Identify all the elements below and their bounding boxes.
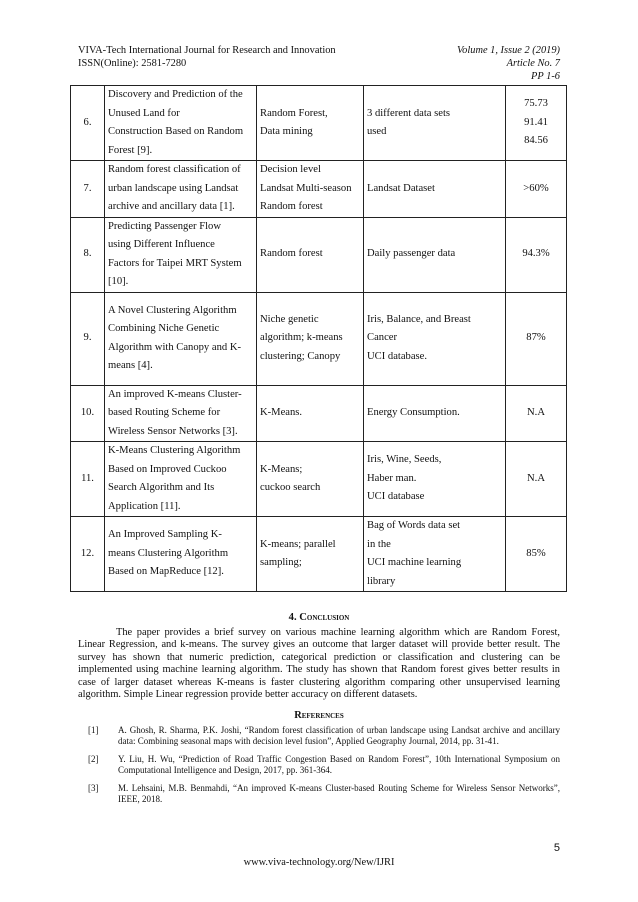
page-number: 5: [553, 842, 560, 854]
cell-line: Random forest: [260, 201, 323, 212]
reference-item: [78, 754, 560, 776]
paper-title-cell: [105, 442, 257, 517]
method-cell: [257, 217, 364, 292]
cell-line: Combining Niche Genetic: [108, 323, 220, 334]
cell-line: N.A: [527, 472, 545, 484]
cell-line: means Clustering Algorithm: [108, 547, 229, 559]
cell-line: Based on MapReduce [12].: [108, 566, 224, 578]
method-cell: [257, 86, 364, 161]
row-number: 7.: [71, 161, 105, 218]
cell-line: 91.41: [524, 116, 548, 128]
cell-line: Iris, Balance, and Breast: [367, 313, 471, 325]
cell-line: Daily passenger data: [367, 248, 456, 260]
row-number: 12.: [71, 517, 105, 592]
cell-line: 87%: [526, 332, 546, 344]
method-cell: [257, 442, 364, 517]
cell-line: 84.56: [524, 135, 548, 147]
method-cell: [257, 292, 364, 385]
table-row: [71, 292, 567, 385]
cell-line: Algorithm with Canopy and K-: [108, 341, 241, 353]
dataset-cell: [364, 86, 506, 161]
references-heading: References: [294, 710, 344, 721]
cell-line: Random forest: [260, 248, 323, 260]
row-number: 8.: [71, 217, 105, 292]
cell-line: UCI machine learning: [367, 557, 462, 568]
cell-line: Based on Improved Cuckoo: [108, 463, 227, 475]
result-cell: [506, 217, 567, 292]
cell-line: 94.3%: [522, 248, 550, 260]
cell-line: K-means; parallel: [260, 538, 336, 550]
cell-line: [10].: [108, 276, 129, 287]
cell-line: UCI database: [367, 491, 425, 503]
cell-line: Decision level: [260, 164, 321, 175]
cell-line: clustering; Canopy: [260, 350, 341, 362]
cell-line: K-Means.: [260, 407, 303, 418]
cell-line: urban landscape using Landsat: [108, 182, 239, 194]
section-heading: [0, 612, 638, 623]
reference-number: [1]: [88, 725, 99, 735]
cell-line: Random forest classification of: [108, 164, 241, 175]
cell-line: N.A: [527, 407, 545, 418]
row-number: 6.: [71, 86, 105, 161]
cell-line: Landsat Multi-season: [260, 182, 352, 194]
row-number: 10.: [71, 385, 105, 442]
cell-line: Data mining: [260, 126, 313, 137]
issn: ISSN(Online): 2581-7280: [78, 58, 187, 69]
article-number: Article No. 7: [506, 58, 560, 69]
cell-line: means [4].: [108, 360, 153, 371]
table-row: [71, 161, 567, 218]
cell-line: >60%: [523, 182, 549, 194]
cell-line: Haber man.: [367, 472, 417, 484]
cell-line: in the: [367, 538, 391, 550]
cell-line: library: [367, 575, 396, 587]
cell-line: Factors for Taipei MRT System: [108, 257, 242, 269]
cell-line: Cancer: [367, 332, 397, 344]
reference-number: [2]: [88, 754, 99, 764]
reference-item: [78, 725, 560, 747]
cell-line: UCI database.: [367, 350, 428, 362]
cell-line: 3 different data sets: [367, 107, 451, 119]
cell-line: Discovery and Prediction of the: [108, 89, 243, 100]
cell-line: An Improved Sampling K-: [108, 529, 222, 541]
cell-line: Random Forest,: [260, 107, 328, 119]
result-cell: [506, 86, 567, 161]
reference-text: Y. Liu, H. Wu, “Prediction of Road Traffic Congestion Based on Random Forest”, 10th International Symposium on Computational Intelligence and Design, 2017, pp. 361-364.: [118, 754, 560, 775]
paper-title-cell: [105, 217, 257, 292]
table-row: [71, 442, 567, 517]
reference-number: [3]: [88, 783, 99, 793]
survey-table: [70, 85, 567, 592]
cell-line: Iris, Wine, Seeds,: [367, 454, 442, 466]
cell-line: Application [11].: [108, 500, 181, 512]
paper-title-cell: [105, 385, 257, 442]
cell-line: used: [367, 126, 387, 137]
cell-line: Construction Based on Random: [108, 126, 244, 137]
table-row: [71, 385, 567, 442]
cell-line: Predicting Passenger Flow: [108, 220, 221, 232]
dataset-cell: [364, 385, 506, 442]
cell-line: 85%: [526, 547, 546, 559]
result-cell: [506, 442, 567, 517]
result-cell: [506, 292, 567, 385]
reference-text: A. Ghosh, R. Sharma, P.K. Joshi, “Random forest classification of urban landscape using Landsat archive and ancillary data: Combining seasonal maps with decision level fusion”, Applied Geography Journal, 2014, pp. 31-41.: [118, 725, 560, 746]
cell-line: sampling;: [260, 557, 302, 568]
result-cell: [506, 385, 567, 442]
cell-line: Landsat Dataset: [367, 182, 435, 194]
dataset-cell: [364, 517, 506, 592]
cell-line: Forest [9].: [108, 144, 153, 156]
result-cell: [506, 161, 567, 218]
dataset-cell: [364, 161, 506, 218]
page-range: PP 1-6: [531, 71, 560, 82]
table-row: [71, 217, 567, 292]
section-number: 4.: [288, 612, 297, 623]
conclusion-paragraph: The paper provides a brief survey on various machine learning algorithm which are Random Forest, Linear Regression, and k-means. The survey gives an outcome that larger dataset will provide better result. The survey has shown that numeric prediction, categorical prediction or classification and clustering can be implemented using machine learning algorithm. The study has shown that Random forest gives better results in case of larger dataset whereas K-means is faster clustering algorithm comparing other unsupervised learning algorithm. Simple Linear regression provide better accuracy on different datasets.: [78, 627, 560, 701]
result-cell: [506, 517, 567, 592]
cell-line: cuckoo search: [260, 482, 321, 493]
cell-line: Unused Land for: [108, 107, 180, 119]
journal-header-left: [78, 44, 336, 70]
table-row: [71, 517, 567, 592]
row-number: 9.: [71, 292, 105, 385]
dataset-cell: [364, 292, 506, 385]
cell-line: 75.73: [524, 98, 548, 110]
cell-line: archive and ancillary data [1].: [108, 201, 235, 212]
cell-line: Energy Consumption.: [367, 407, 460, 418]
dataset-cell: [364, 442, 506, 517]
cell-line: based Routing Scheme for: [108, 407, 221, 418]
cell-line: Niche genetic: [260, 313, 319, 325]
table-row: [71, 86, 567, 161]
reference-item: [78, 783, 560, 805]
cell-line: algorithm; k-means: [260, 332, 343, 344]
row-number: 11.: [71, 442, 105, 517]
journal-header-right: [457, 44, 560, 83]
cell-line: K-Means;: [260, 463, 303, 475]
section-title: Conclusion: [299, 612, 350, 623]
volume-issue: Volume 1, Issue 2 (2019): [456, 45, 560, 56]
paper-title-cell: [105, 161, 257, 218]
cell-line: K-Means Clustering Algorithm: [108, 445, 241, 456]
dataset-cell: [364, 217, 506, 292]
method-cell: [257, 161, 364, 218]
paper-title-cell: [105, 86, 257, 161]
cell-line: Wireless Sensor Networks [3].: [108, 425, 238, 437]
cell-line: using Different Influence: [108, 239, 215, 250]
cell-line: An improved K-means Cluster-: [108, 388, 242, 400]
cell-line: A Novel Clustering Algorithm: [108, 304, 237, 316]
cell-line: Search Algorithm and Its: [108, 482, 215, 493]
journal-name: VIVA-Tech International Journal for Research and Innovation: [78, 45, 336, 56]
cell-line: Bag of Words data set: [367, 520, 461, 531]
method-cell: [257, 517, 364, 592]
paper-title-cell: [105, 292, 257, 385]
reference-text: M. Lehsaini, M.B. Benmahdi, “An improved K-means Cluster-based Routing Scheme for Wireless Sensor Networks”, IEEE, 2018.: [118, 783, 560, 804]
method-cell: [257, 385, 364, 442]
footer-url: www.viva-technology.org/New/IJRI: [243, 857, 395, 868]
paper-title-cell: [105, 517, 257, 592]
